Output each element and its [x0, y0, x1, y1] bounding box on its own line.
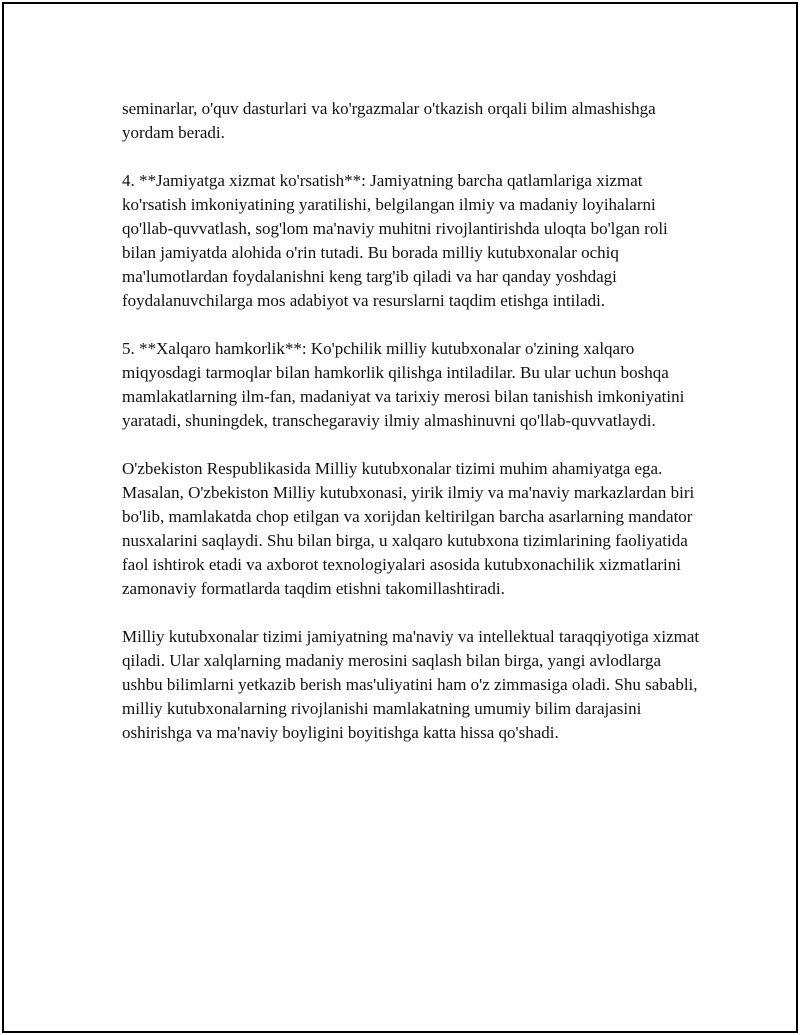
document-body	[122, 97, 702, 769]
paragraph-intro-continuation: seminarlar, o'quv dasturlari va ko'rgazmalar o'tkazish orqali bilim almashishga yordam beradi.	[122, 99, 656, 142]
paragraph-conclusion: Milliy kutubxonalar tizimi jamiyatning ma'naviy va intellektual taraqqiyotiga xizmat qiladi. Ular xalqlarning madaniy merosini saqlash bilan birga, yangi avlodlarga ushbu bilimlarni yetkazib berish mas'uliyatini ham o'z zimmasiga oladi. Shu sababli, milliy kutubxonalarning rivojlanishi mamlakatning umumiy bilim darajasini oshirishga va ma'naviy boyligini boyitishga katta hissa qo'shadi.	[122, 627, 700, 742]
paragraph-international-cooperation: 5. **Xalqaro hamkorlik**: Ko'pchilik milliy kutubxonalar o'zining xalqaro miqyosdagi tarmoqlar bilan hamkorlik qilishga intiladilar. Bu ular uchun boshqa mamlakatlarning ilm-fan, madaniyat va tarixiy merosi bilan tanishish imkoniyatini yaratadi, shuningdek, transchegaraviy ilmiy almashinuvni qo'llab-quvvatlaydi.	[122, 339, 685, 430]
paragraph-community-service: 4. **Jamiyatga xizmat ko'rsatish**: Jamiyatning barcha qatlamlariga xizmat ko'rsatish imkoniyatining yaratilishi, belgilangan ilmiy va madaniy loyihalarni qo'llab-quvvatlash, sog'lom ma'naviy muhitni rivojlantirishda uloqta bo'lgan roli bilan jamiyatda alohida o'rin tutadi. Bu borada milliy kutubxonalar ochiq ma'lumotlardan foydalanishni keng targ'ib qiladi va har qanday yoshdagi foydalanuvchilarga mos adabiyot va resurslarni taqdim etishga intiladi.	[122, 171, 668, 310]
paragraph-uzbekistan-national-library: O'zbekiston Respublikasida Milliy kutubxonalar tizimi muhim ahamiyatga ega. Masalan, O'zbekiston Milliy kutubxonasi, yirik ilmiy va ma'naviy markazlardan biri bo'lib, mamlakatda chop etilgan va xorijdan keltirilgan barcha asarlarning mandator nusxalarini saqlaydi. Shu bilan birga, u xalqaro kutubxona tizimlarining faoliyatida faol ishtirok etadi va axborot texnologiyalari asosida kutubxonachilik xizmatlarini zamonaviy formatlarda taqdim etishni takomillashtiradi.	[122, 459, 695, 598]
page-frame	[2, 2, 798, 1033]
